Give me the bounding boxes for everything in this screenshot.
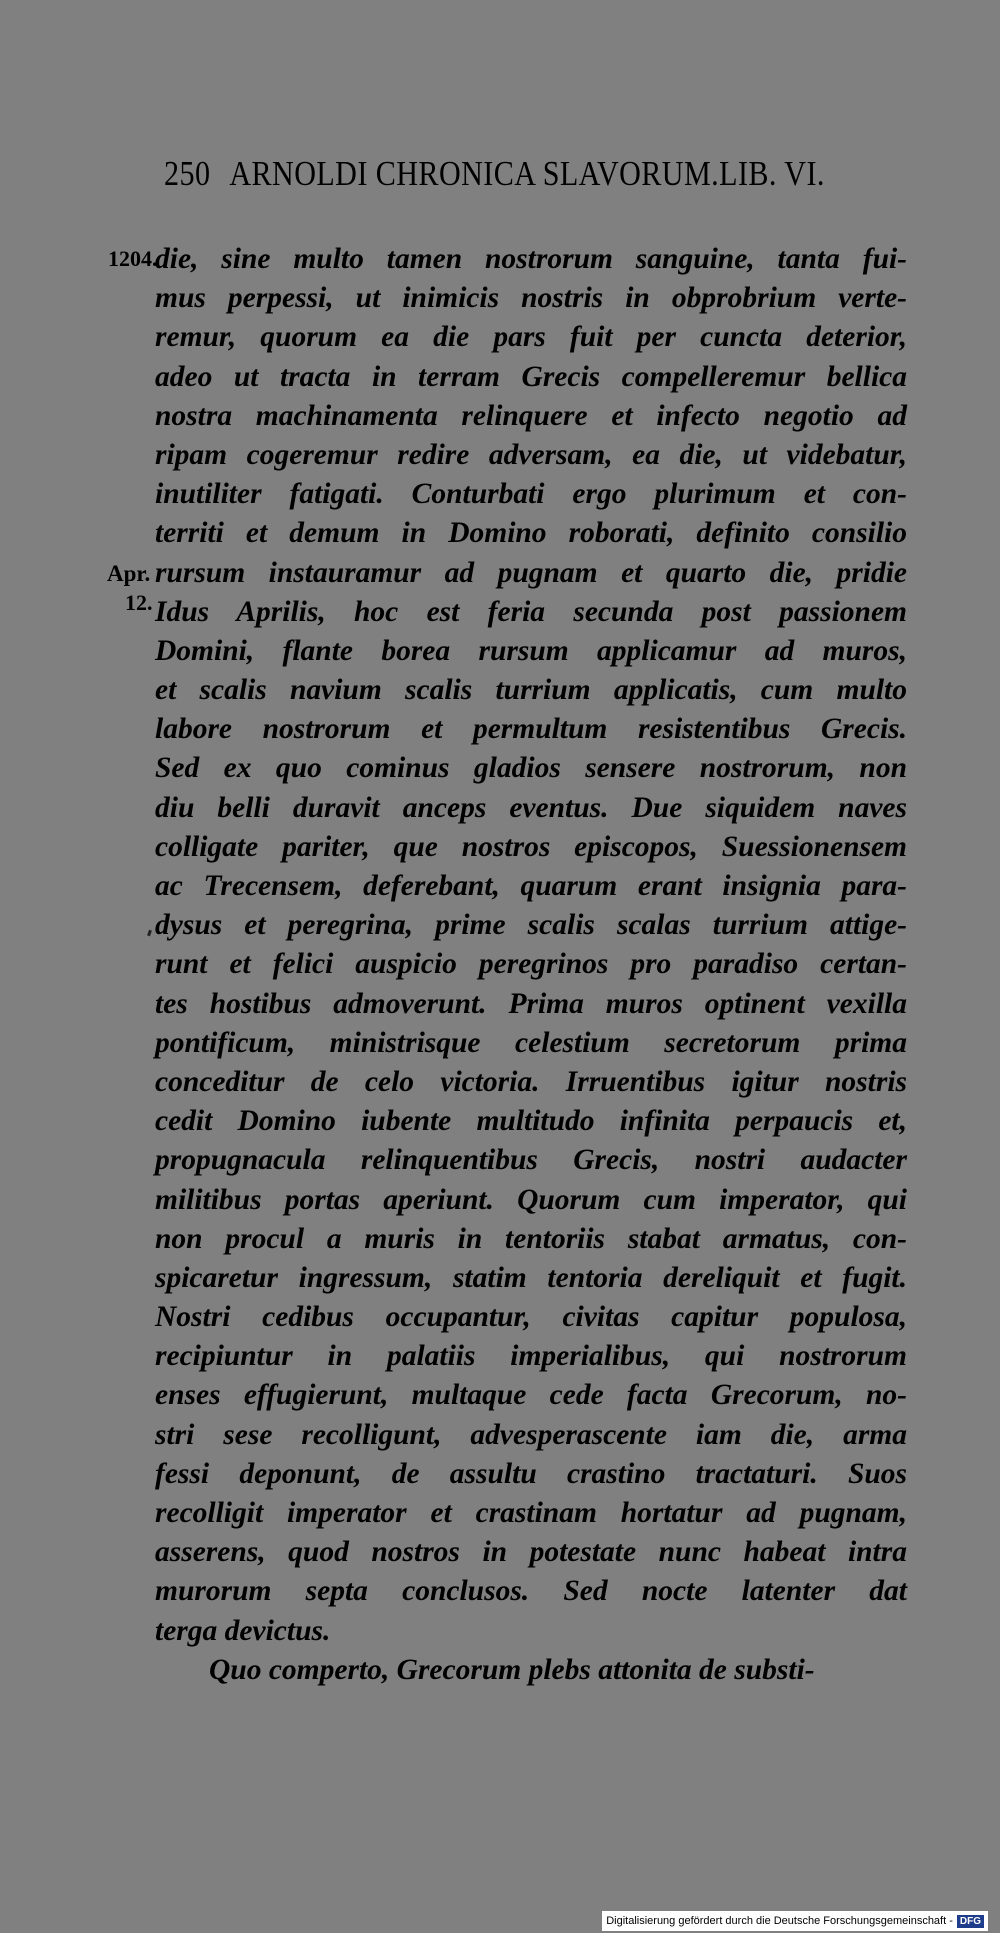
body-text <box>155 240 907 1690</box>
text-line: Sed ex quo cominus gladios sensere nostrorum, non <box>155 752 907 785</box>
text-line: Nostri cedibus occupantur, civitas capitur populosa, <box>155 1301 907 1334</box>
text-line: tes hostibus admoverunt. Prima muros optinent vexilla <box>155 987 907 1020</box>
text-line: adeo ut tracta in terram Grecis compelleremur bellica <box>155 360 907 393</box>
text-line: runt et felici auspicio peregrinos pro paradiso certan- <box>155 948 907 981</box>
text-line: pontificum, ministrisque celestium secretorum prima <box>155 1026 907 1059</box>
text-line: ripam cogeremur redire adversam, ea die, ut videbatur, <box>155 438 907 471</box>
text-line: militibus portas aperiunt. Quorum cum imperator, qui <box>155 1183 907 1216</box>
text-line: mus perpessi, ut inimicis nostris in obprobrium verte- <box>155 282 907 315</box>
text-line: nostra machinamenta relinquere et infecto negotio ad <box>155 399 907 432</box>
text-line: fessi deponunt, de assultu crastino tractaturi. Suos <box>155 1457 907 1490</box>
text-line: remur, quorum ea die pars fuit per cuncta deterior, <box>155 321 907 354</box>
text-line: territi et demum in Domino roborati, definito consilio <box>155 517 907 550</box>
book-number: LIB. VI. <box>719 154 825 193</box>
text-line: cedit Domino iubente multitudo infinita perpaucis et, <box>155 1105 907 1138</box>
margin-note-year: 1204. <box>108 246 158 271</box>
margin-note-month: Apr. <box>107 561 151 586</box>
text-line: Domini, flante borea rursum applicamur ad muros, <box>155 634 907 667</box>
dfg-logo-icon: DFG <box>957 1915 984 1928</box>
text-line: et scalis navium scalis turrium applicatis, cum multo <box>155 674 907 707</box>
text-line: enses effugierunt, multaque cede facta Grecorum, no- <box>155 1379 907 1412</box>
text-line: colligate pariter, que nostros episcopos, Suessionensem <box>155 830 907 863</box>
text-line: diu belli duravit anceps eventus. Due siquidem naves <box>155 791 907 824</box>
text-line: labore nostrorum et permultum resistentibus Grecis. <box>155 713 907 746</box>
text-line: stri sese recolligunt, advesperascente iam die, arma <box>155 1418 907 1451</box>
text-line: Idus Aprilis, hoc est feria secunda post passionem <box>155 595 907 628</box>
text-line: ac Trecensem, deferebant, quarum erant insignia para- <box>155 870 907 902</box>
scan-speck <box>147 930 152 937</box>
text-line: inutiliter fatigati. Conturbati ergo plurimum et con- <box>155 478 907 511</box>
text-line: die, sine multo tamen nostrorum sanguine, tanta fui- <box>155 243 907 275</box>
text-line: recolligit imperator et crastinam hortatur ad pugnam, <box>155 1497 907 1529</box>
text-line: non procul a muris in tentoriis stabat armatus, con- <box>155 1222 907 1255</box>
page-number: 250 <box>164 154 211 193</box>
margin-note-day: 12. <box>125 590 153 615</box>
text-line: murorum septa conclusos. Sed nocte latenter dat <box>155 1575 907 1608</box>
running-title: ARNOLDI CHRONICA SLAVORUM. <box>229 154 720 193</box>
paragraph-start-line: Quo comperto, Grecorum plebs attonita de substi- <box>209 1653 815 1686</box>
text-line: asserens, quod nostros in potestate nunc habeat intra <box>155 1536 907 1569</box>
page-header <box>164 154 825 204</box>
footer-text: Digitalisierung gefördert durch die Deutsche Forschungsgemeinschaft - <box>606 1915 953 1927</box>
text-line: recipiuntur in palatiis imperialibus, qui nostrorum <box>155 1340 907 1373</box>
text-line: spicaretur ingressum, statim tentoria dereliquit et fugit. <box>155 1261 907 1294</box>
text-line: rursum instauramur ad pugnam et quarto die, pridie <box>155 556 907 589</box>
text-line: conceditur de celo victoria. Irruentibus igitur nostris <box>155 1065 907 1098</box>
text-line: dysus et peregrina, prime scalis scalas turrium attige- <box>155 909 907 942</box>
text-line: propugnacula relinquentibus Grecis, nostri audacter <box>155 1144 907 1177</box>
text-line: terga devictus. <box>155 1614 331 1647</box>
digitization-footer <box>602 1911 988 1931</box>
